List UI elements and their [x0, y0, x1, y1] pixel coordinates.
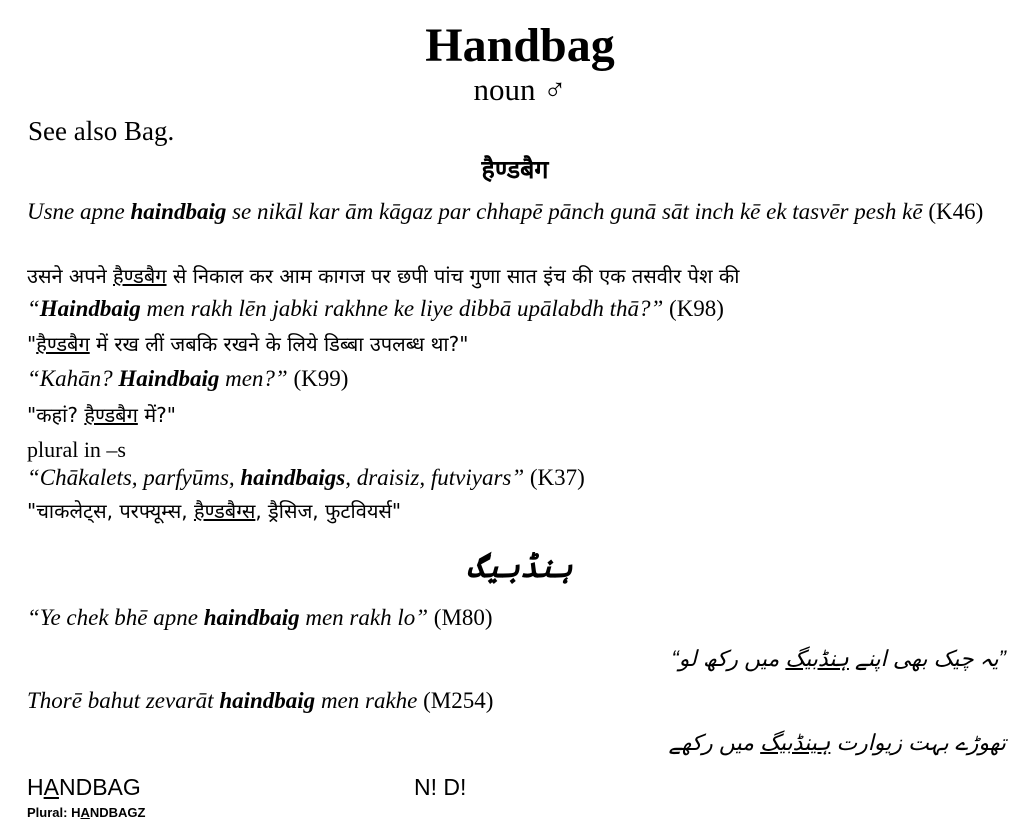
ex3-reference: (K99): [287, 366, 349, 391]
transliteration-plural: [27, 805, 145, 820]
ex5-text-a: “Ye chek bhē apne: [27, 605, 204, 630]
translit-plural-stress: A: [80, 805, 90, 820]
plural-note: plural in –s: [27, 437, 126, 462]
ex2-text-a: “: [27, 296, 40, 321]
transliteration-word: [27, 774, 141, 801]
ex1-reference: (K46): [922, 199, 984, 224]
ex5-urdu-b: میں رکھ لو“: [671, 646, 786, 671]
ex6-urdu-a: تھوڑے بہت زیوارت: [830, 730, 1006, 755]
ex2-text-b: men rakh lēn jabki rakhne ke liye dibbā upālabdh thā?”: [140, 296, 664, 321]
ex6-keyword: haindbaig: [219, 688, 316, 713]
headword: Handbag: [425, 19, 615, 72]
example-4-hindi: [27, 497, 401, 524]
translit-word-b: NDBAG: [58, 774, 141, 800]
ex2-reference: (K98): [663, 296, 724, 321]
ex1-hindi-b: से निकाल कर आम कागज पर छपी पांच गुणा सात इंच की एक तसवीर पेश की: [166, 264, 740, 288]
ex3-text-a: “Kahān?: [27, 366, 119, 391]
ex6-reference: (M254): [417, 688, 494, 713]
example-5-transliteration: [27, 605, 493, 631]
ex2-hindi-b: में रख लीं जबकि रखने के लिये डिब्बा उपलब्ध था?": [89, 332, 469, 356]
ex4-hindi-b: , ड्रैसिज, फुटवियर्स": [255, 499, 402, 523]
ex1-text-a: Usne apne: [27, 199, 131, 224]
ex4-hindi-a: "चाकलेट्स, परफ्यूम्स,: [27, 499, 194, 523]
hindi-headword: हैण्डबैग: [481, 156, 549, 184]
ex1-hindi-keyword: हैण्डबैग: [113, 264, 167, 288]
ex5-keyword: haindbaig: [203, 605, 300, 630]
ex4-hindi-keyword: हैण्डबैग्स: [193, 499, 256, 523]
ex1-keyword: haindbaig: [130, 199, 227, 224]
example-3-hindi: [27, 401, 176, 428]
example-2-transliteration: [27, 296, 724, 322]
example-6-transliteration: [27, 688, 493, 714]
urdu-headword: ہنڈبیگ: [467, 551, 573, 584]
translit-word-a: H: [27, 774, 44, 800]
ex5-text-b: men rakh lo”: [299, 605, 429, 630]
ex1-text-b: se nikāl kar ām kāgaz par chhapē pānch gunā sāt inch kē ek tasvēr pesh kē: [226, 199, 923, 224]
ex2-hindi-keyword: हैण्डबैग: [36, 332, 90, 356]
translit-word-stress: A: [43, 774, 59, 800]
example-1-hindi: [27, 262, 739, 289]
ex4-text-a: “Chākalets, parfyūms,: [27, 465, 241, 490]
ex5-urdu-a: ”یہ چیک بھی اپنے: [848, 646, 1006, 671]
ex6-text-b: men rakhe: [315, 688, 418, 713]
ex3-keyword: Haindbaig: [118, 366, 220, 391]
example-6-urdu: [669, 730, 1006, 756]
ex5-urdu-keyword: ہنڈبیگ: [785, 646, 849, 671]
transliteration-mark: N! D!: [414, 774, 467, 800]
ex3-hindi-keyword: हैण्डबैग: [84, 403, 138, 427]
example-3-transliteration: [27, 366, 348, 392]
example-5-urdu: [671, 646, 1006, 672]
example-2-hindi: [27, 330, 468, 357]
ex4-text-b: , draisiz, futviyars”: [345, 465, 525, 490]
ex3-text-b: men?”: [219, 366, 288, 391]
ex6-urdu-b: میں رکھے: [668, 730, 761, 755]
ex4-keyword: haindbaigs: [240, 465, 346, 490]
part-of-speech: noun ♂: [473, 72, 567, 107]
ex1-hindi-a: उसने अपने: [27, 264, 114, 288]
ex2-keyword: Haindbaig: [39, 296, 141, 321]
example-1-transliteration: [27, 196, 1007, 228]
ex6-urdu-keyword: ہینڈبیگ: [760, 730, 831, 755]
translit-plural-a: Plural: H: [27, 805, 81, 820]
ex3-hindi-a: "कहां?: [27, 403, 85, 427]
ex2-hindi-a: ": [27, 332, 37, 356]
see-also-note: See also Bag.: [28, 116, 175, 146]
translit-plural-b: NDBAGZ: [89, 805, 146, 820]
ex5-reference: (M80): [428, 605, 493, 630]
ex3-hindi-b: में?": [137, 403, 176, 427]
ex4-reference: (K37): [524, 465, 585, 490]
ex6-text-a: Thorē bahut zevarāt: [27, 688, 220, 713]
example-4-transliteration: [27, 465, 585, 491]
